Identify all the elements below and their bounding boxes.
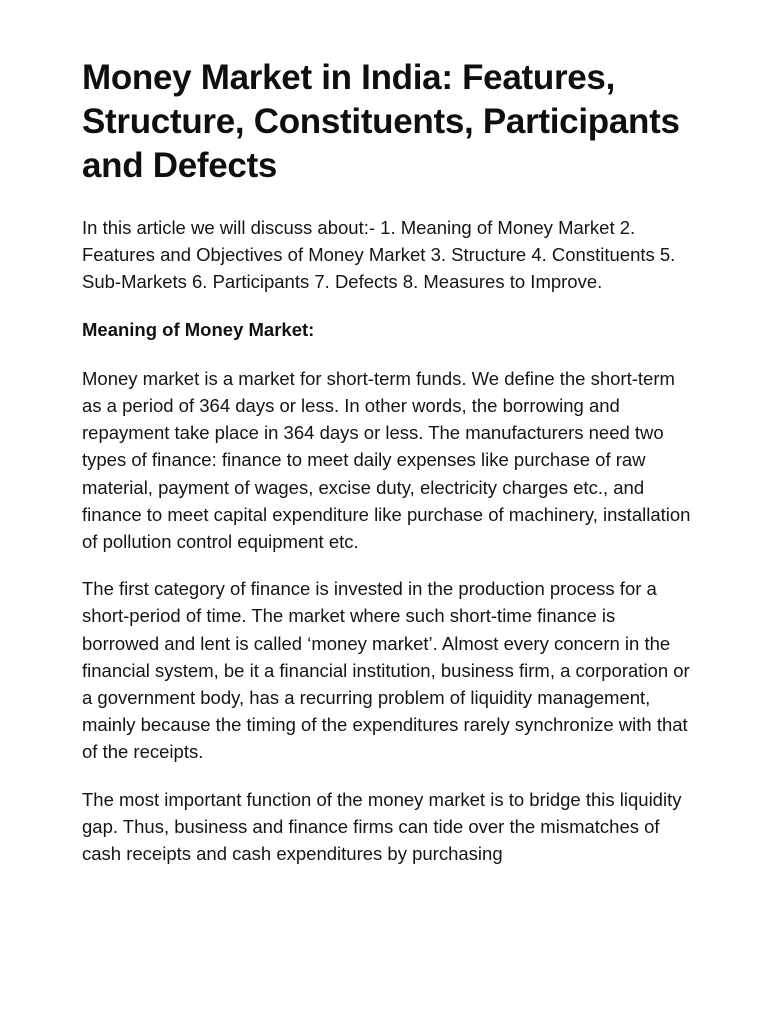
body-paragraph-2: The first category of finance is invested in the production process for a short-period of time. The market where such short-time finance is borrowed and lent is called ‘money market’. Almost every concern in the financial system, be it a financial institution, business firm, a corporation or a government body, has a recurring problem of liquidity management, mainly because the timing of the expenditures rarely synchronize with that of the receipts. (82, 578, 690, 763)
body-paragraph-3: The most important function of the money market is to bridge this liquidity gap. Thus, business and finance firms can tide over the mismatches of cash receipts and cash expenditures by purchasing (82, 788, 682, 865)
intro-paragraph: In this article we will discuss about:- 1. Meaning of Money Market 2. Features and Objectives of Money Market 3. Structure 4. Constituents 5. Sub-Markets 6. Participants 7. Defects 8. Measures to Improve. (82, 217, 676, 293)
article-page (82, 56, 694, 887)
article-title: Money Market in India: Features, Structure, Constituents, Participants and Defects (82, 58, 680, 185)
section-heading: Meaning of Money Market: (82, 318, 315, 340)
body-paragraph-1: Money market is a market for short-term funds. We define the short-term as a period of 364 days or less. In other words, the borrowing and repayment take place in 364 days or less. The manufacturers need two types of finance: finance to meet daily expenses like purchase of raw material, payment of wages, excise duty, electricity charges etc., and finance to meet capital expenditure like purchase of machinery, installation of pollution control equipment etc. (82, 367, 691, 553)
